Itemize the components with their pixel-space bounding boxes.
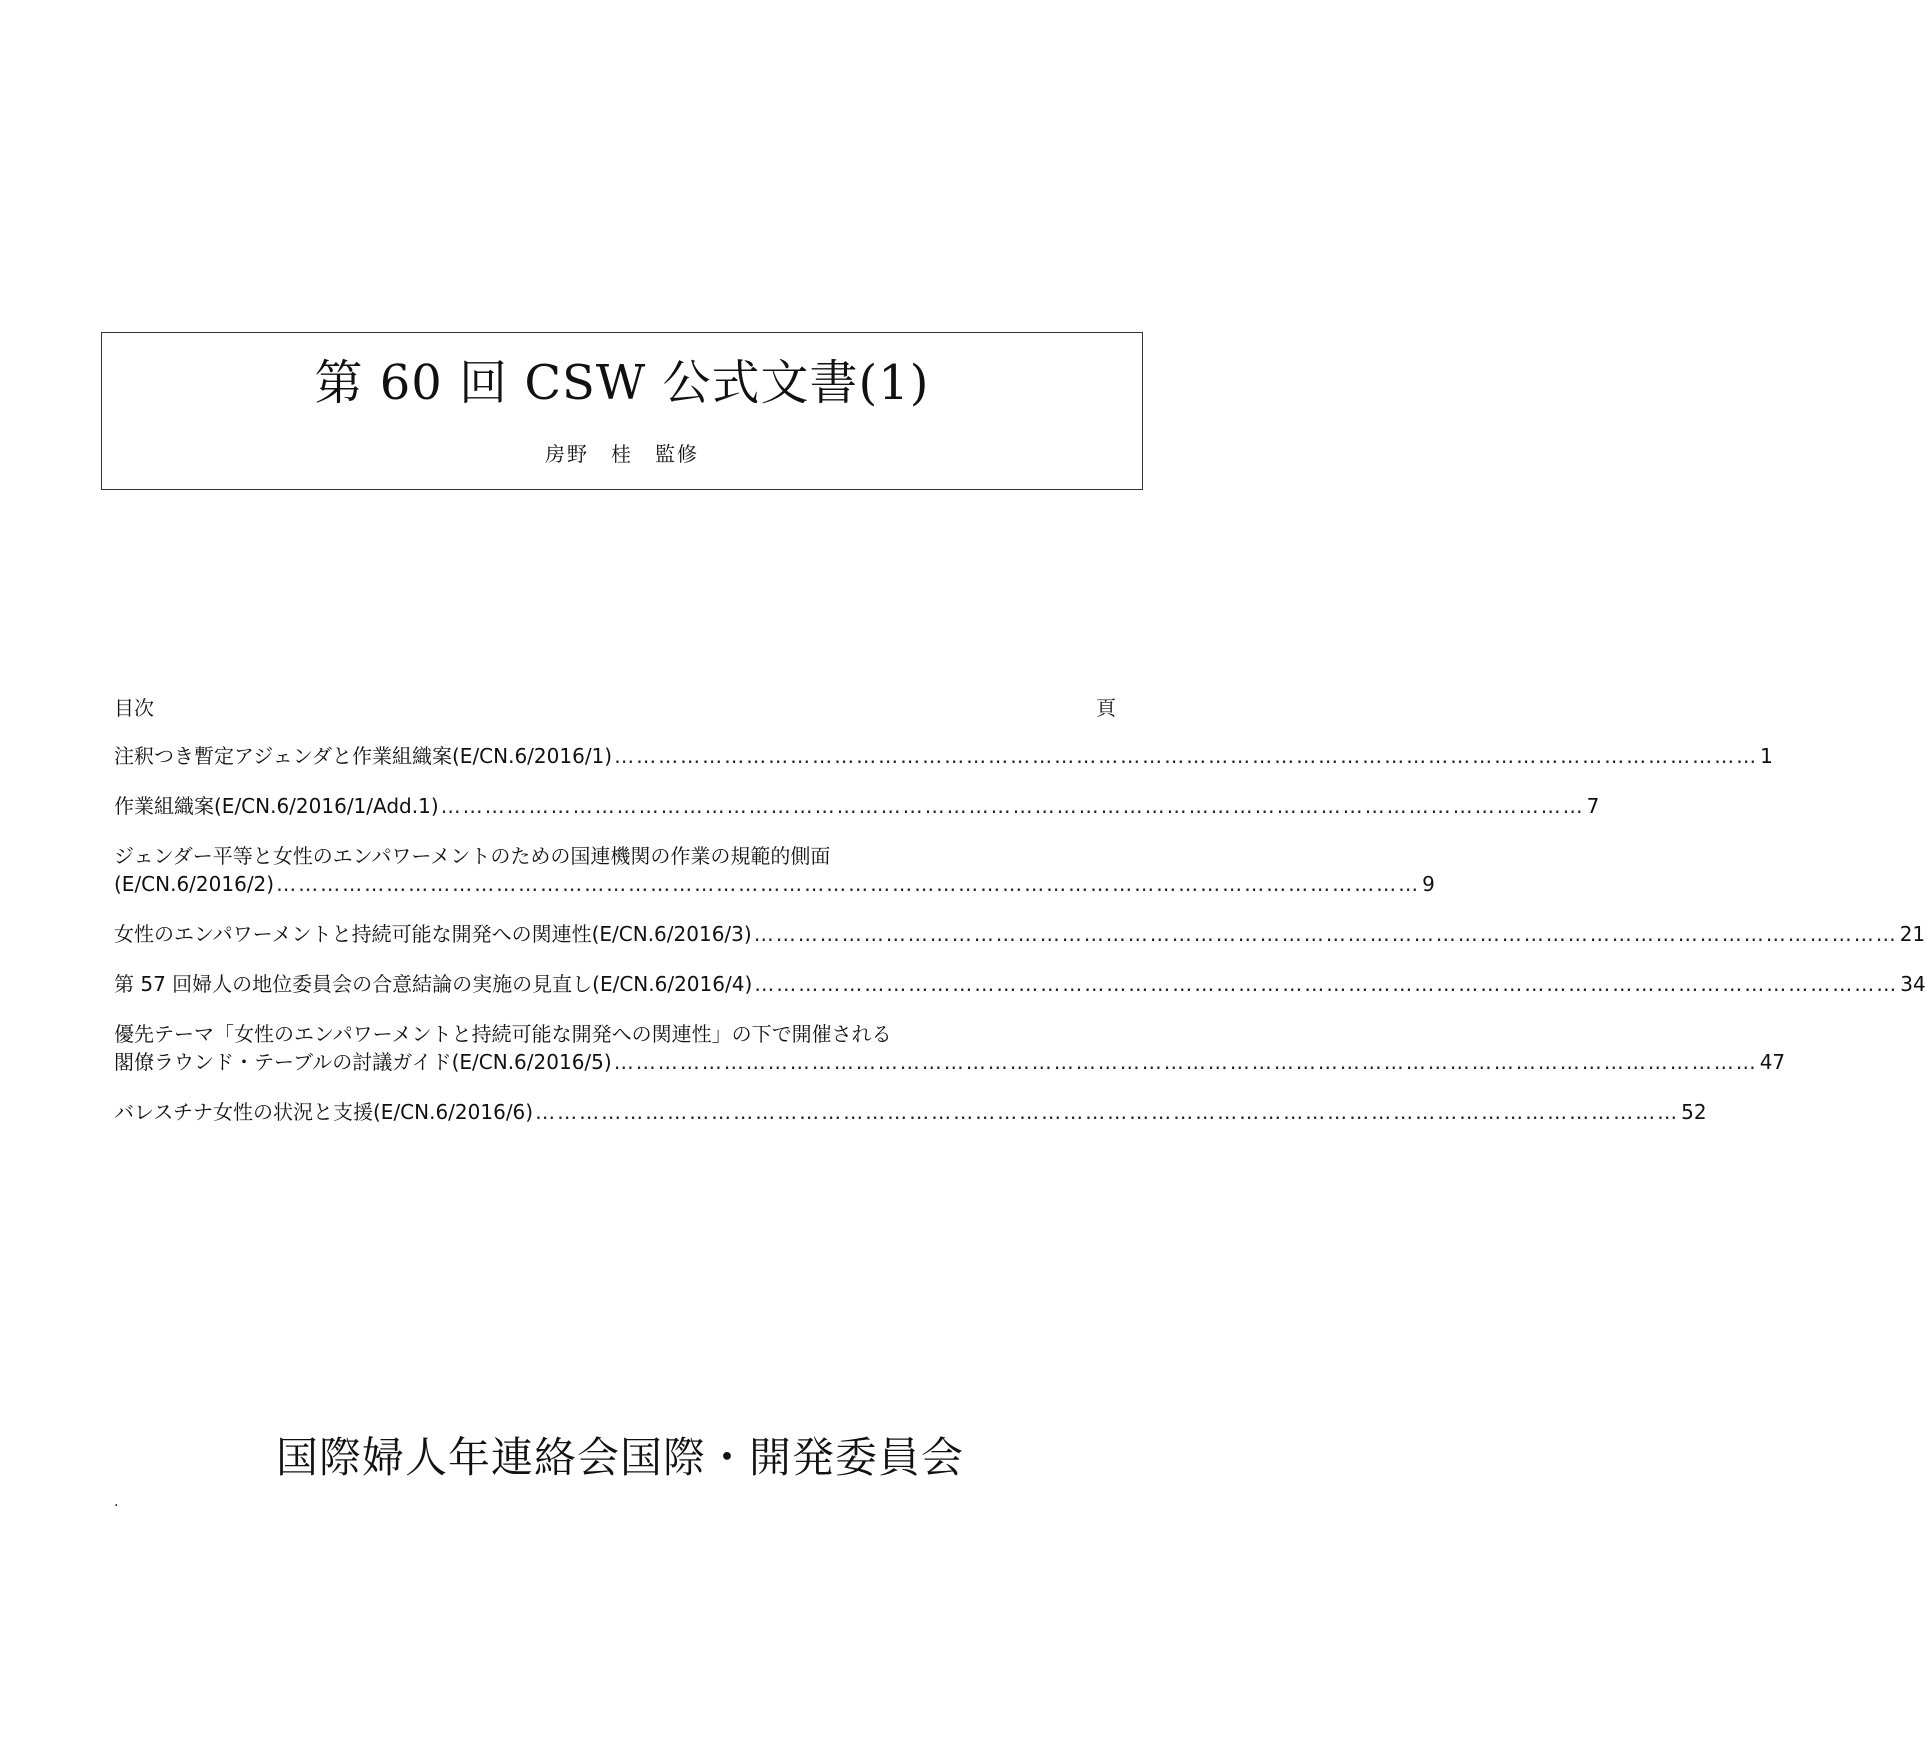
page-mark: .: [114, 1494, 119, 1510]
toc-entry-label: バレスチナ女性の状況と支援(E/CN.6/2016/6): [114, 1100, 534, 1124]
dot-leader: …………………………………………………………………………………………………………………………………………: [276, 872, 1421, 896]
dot-leader: …………………………………………………………………………………………………………………………………………: [440, 794, 1585, 818]
toc-entry-page: 21: [1899, 922, 1926, 946]
toc-entry-line: [114, 742, 1773, 770]
dot-leader: …………………………………………………………………………………………………………………………………………: [754, 972, 1899, 996]
dot-leader: …………………………………………………………………………………………………………………………………………: [614, 744, 1759, 768]
toc-entry-line: [114, 1098, 1707, 1126]
table-of-contents: [114, 694, 1926, 1148]
toc-entry-page: 1: [1760, 744, 1773, 768]
toc-entry[interactable]: [114, 842, 1435, 898]
toc-page-heading: 頁: [1096, 696, 1116, 720]
toc-entry-line: [114, 920, 1926, 948]
toc-entry-line: [114, 1048, 1786, 1076]
toc-entry-page: 47: [1759, 1050, 1786, 1074]
toc-entry[interactable]: [114, 742, 1773, 770]
toc-entry-line: [114, 870, 1435, 898]
toc-entry-label: 閣僚ラウンド・テーブルの討議ガイド(E/CN.6/2016/5): [114, 1050, 612, 1074]
toc-entry-line: [114, 792, 1600, 820]
toc-entry[interactable]: [114, 970, 1926, 998]
dot-leader: …………………………………………………………………………………………………………………………………………: [535, 1100, 1680, 1124]
toc-entry[interactable]: [114, 1020, 1786, 1076]
toc-entry[interactable]: [114, 1098, 1707, 1126]
toc-entry-page: 34: [1900, 972, 1926, 996]
toc-heading: 目次: [114, 696, 154, 720]
toc-entry-title-line: 優先テーマ「女性のエンパワーメントと持続可能な開発への関連性」の下で開催される: [114, 1022, 892, 1046]
dot-leader: …………………………………………………………………………………………………………………………………………: [613, 1050, 1758, 1074]
toc-entry-page: 52: [1681, 1100, 1707, 1124]
toc-entry-title-line: ジェンダー平等と女性のエンパワーメントのための国連機関の作業の規範的側面: [114, 844, 831, 868]
toc-entry[interactable]: [114, 920, 1926, 948]
toc-entry[interactable]: [114, 792, 1600, 820]
title-box: [101, 332, 1143, 490]
toc-entry-label: 第 57 回婦人の地位委員会の合意結論の実施の見直し(E/CN.6/2016/4): [114, 972, 753, 996]
toc-entry-label: 注釈つき暫定アジェンダと作業組織案(E/CN.6/2016/1): [114, 744, 613, 768]
supervisor-credit: 房野 桂 監修: [545, 442, 699, 466]
toc-entry-page: 7: [1586, 794, 1600, 818]
toc-entry-label: 作業組織案(E/CN.6/2016/1/Add.1): [114, 794, 439, 818]
toc-entry-line: [114, 970, 1926, 998]
toc-entry-page: 9: [1422, 872, 1435, 896]
toc-header: [114, 694, 1130, 722]
toc-entry-label: 女性のエンパワーメントと持続可能な開発への関連性(E/CN.6/2016/3): [114, 922, 752, 946]
toc-entry-label: (E/CN.6/2016/2): [114, 872, 275, 896]
document-title: 第 60 回 CSW 公式文書(1): [314, 355, 930, 411]
publisher-organization: 国際婦人年連絡会国際・開発委員会: [275, 1433, 964, 1482]
dot-leader: …………………………………………………………………………………………………………………………………………: [753, 922, 1898, 946]
